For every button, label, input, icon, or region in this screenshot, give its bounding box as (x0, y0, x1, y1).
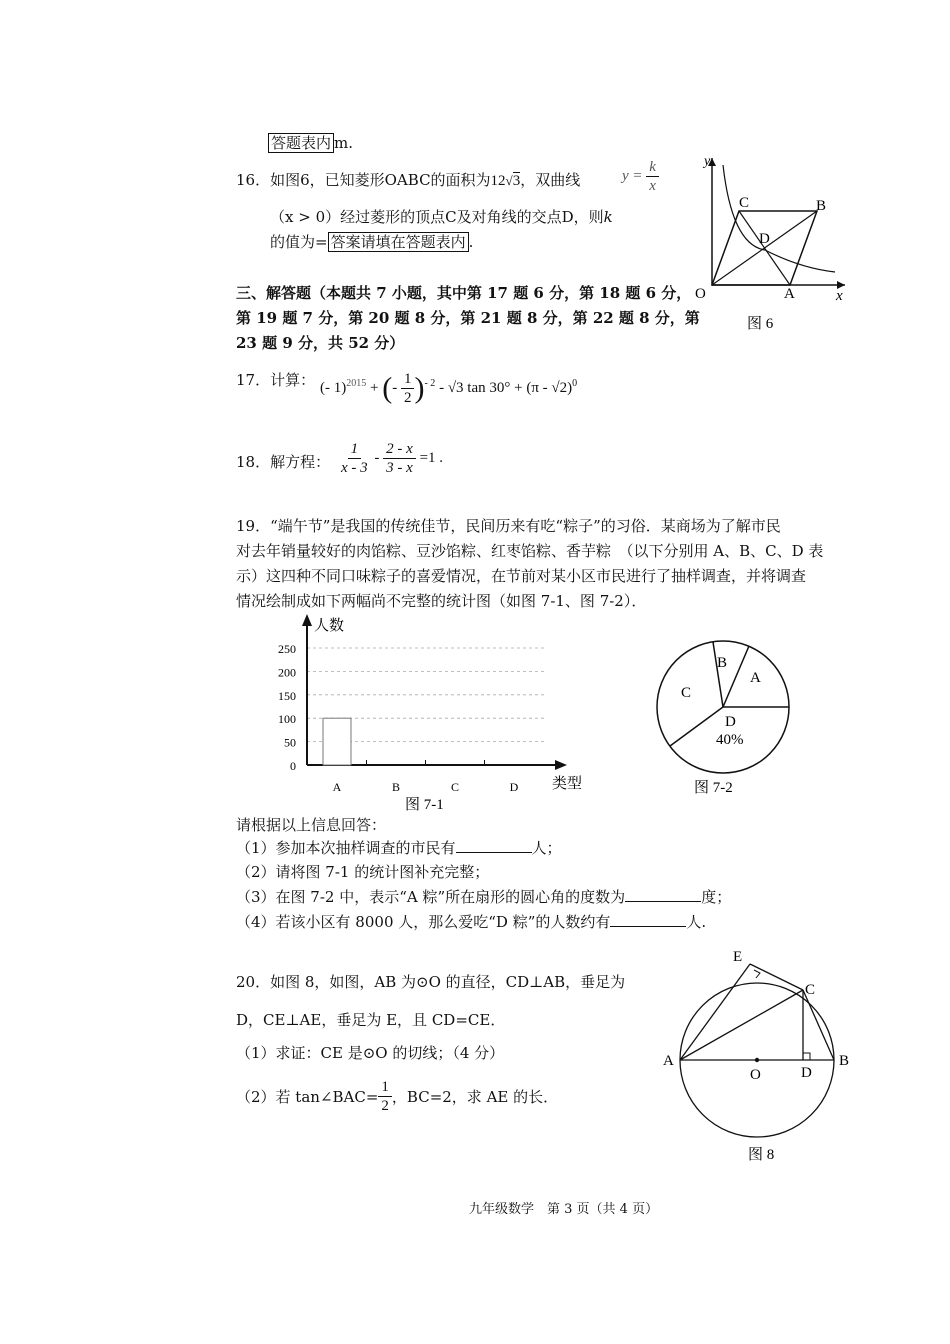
fig8-caption: 图 8 (748, 1147, 775, 1163)
q19-prompt: 请根据以上信息回答： (236, 816, 387, 834)
q16-text-a: 如图6，已知菱形OABC的面积为 (270, 171, 491, 189)
fig6-diagonal-CA (739, 211, 790, 285)
q16-condition: （x > 0） (270, 208, 341, 226)
q18-number: 18． (236, 453, 271, 471)
fig8-center-dot (755, 1058, 759, 1062)
fig8-label-O: O (750, 1067, 761, 1083)
figure-6 (690, 150, 850, 340)
q19-sub2: （2）请将图 7-1 的统计图补充完整； (236, 863, 490, 881)
q19-sub1: （1）参加本次抽样调查的市民有 人； (236, 839, 562, 857)
q16-text-c: 经过菱形的顶点C及对角线的交点D，则 (340, 208, 604, 226)
q19-blank4[interactable] (610, 912, 686, 927)
pie-label-A: A (750, 670, 761, 686)
fig8-label-B: B (839, 1053, 850, 1069)
q16-area: 12√3 (490, 173, 521, 189)
bar-chart-ytick: 100 (278, 712, 296, 727)
q15-answer-box: 答题表内 (268, 133, 334, 153)
q19-blank3[interactable] (625, 887, 701, 902)
fig8-label-E: E (733, 949, 743, 965)
q19-line1: 19．“端午节”是我国的传统佳节，民间历来有吃“粽子”的习俗．某商场为了解市民 (236, 517, 781, 535)
bar-chart-ylabel: 人数 (314, 618, 345, 634)
fig6-label-C: C (739, 195, 750, 211)
bar-chart-category-label: D (509, 780, 519, 794)
fig6-label-O: O (695, 286, 706, 302)
fig6-label-x: x (836, 288, 843, 304)
q20-line2: D，CE⊥AE，垂足为 E，且 CD=CE． (236, 1011, 506, 1029)
fig8-line-AE (680, 964, 750, 1060)
fig8-right-angle-D (803, 1053, 810, 1060)
bar-chart-ytick: 250 (278, 642, 296, 656)
bar-chart-ytick: 150 (278, 688, 296, 703)
q16-hyperbola-eq: y = $\frac{k}{x}$ (622, 158, 659, 195)
q20-sub1: （1）求证：CE 是⊙O 的切线；（4 分） (236, 1044, 505, 1062)
q17-label-row (236, 370, 315, 390)
figure-7-2-pie-chart (650, 630, 800, 805)
q15-unit: m. (334, 134, 354, 152)
q16-line1 (236, 170, 580, 191)
fig6-caption: 图 6 (747, 316, 774, 332)
q19-sub3: （3）在图 7-2 中，表示“A 粽”所在扇形的圆心角的度数为 度； (236, 888, 732, 906)
q16-line2: （x > 0）经过菱形的顶点C及对角线的交点D，则k (270, 208, 613, 226)
q20-line1: 20．如图 8，如图，AB 为⊙O 的直径，CD⊥AB，垂足为 (236, 973, 626, 991)
section3-line2: 第 19 题 7 分，第 20 题 8 分，第 21 题 8 分，第 22 题 8 分，第 (236, 309, 700, 327)
q20-sub2: （2）若 tan∠BAC= $\frac{1}{2}$ ，BC=2，求 AE 的长． (236, 1079, 559, 1114)
q16-text-b: ，双曲线 (520, 171, 581, 189)
fig8-label-C: C (805, 982, 816, 998)
fig8-label-D: D (801, 1065, 812, 1081)
figure-8 (655, 940, 860, 1170)
bar-A (323, 718, 351, 765)
fig6-label-y: y (704, 154, 711, 169)
q15-tail (268, 133, 353, 153)
fig8-right-angle-E (754, 970, 760, 978)
pie-label-C: C (681, 685, 692, 701)
q16-text-d: 的值为= (270, 233, 328, 251)
q18-label: 解方程： (270, 453, 331, 471)
pie-label-D: D (725, 714, 736, 730)
bar-chart-x-arrow (555, 760, 567, 770)
section3-line1: 三、解答题（本题共 7 小题，其中第 17 题 6 分，第 18 题 6 分， (236, 284, 692, 302)
fig6-label-B: B (816, 198, 827, 214)
bar-chart-ytick: 0 (290, 759, 296, 773)
q19-blank1[interactable] (456, 838, 532, 853)
fig6-label-A: A (784, 286, 795, 302)
q17-label: 计算： (270, 371, 316, 389)
pie-caption: 图 7-2 (694, 780, 733, 796)
bar-chart-ytick: 200 (278, 665, 296, 680)
q19-line2: 对去年销量较好的肉馅粽、豆沙馅粽、红枣馅粽、香芋粽 （以下分别用 A、B、C、D 表 (236, 542, 824, 560)
q18-equation: $\frac{1}{x - 3}$ - $\frac{2 - x}{3 - x}$ =1 . (341, 441, 444, 476)
fig8-line-AC (680, 990, 803, 1060)
fig6-label-D: D (759, 231, 770, 247)
page-footer: 九年级数学 第 3 页（共 4 页） (469, 1202, 659, 1217)
figure-7-1-bar-chart (262, 610, 592, 815)
q16-number: 16． (236, 171, 271, 189)
q19-line3: 示）这四种不同口味粽子的喜爱情况，在节前对某小区市民进行了抽样调查，并将调查 (236, 567, 807, 585)
bar-chart-y-arrow (302, 614, 312, 626)
fig8-label-A: A (663, 1053, 674, 1069)
bar-chart-category-label: C (450, 780, 460, 794)
bar-chart-ytick: 50 (284, 735, 296, 750)
bar-chart-category-label: A (332, 780, 342, 794)
pie-divider-CB (713, 642, 723, 707)
fig8-line-CB (803, 990, 834, 1060)
q18-label-row (236, 452, 330, 472)
q16-line3: 的值为= 答案请填在答题表内 . (270, 233, 474, 251)
pie-label-B: B (717, 655, 728, 671)
q19-line4: 情况绘制成如下两幅尚不完整的统计图（如图 7-1、图 7-2）． (236, 592, 647, 610)
bar-chart-caption: 图 7-1 (405, 797, 444, 813)
q19-sub4: （4）若该小区有 8000 人，那么爱吃“D 粽”的人数约有 人. (236, 913, 707, 931)
pie-label-D-percent: 40% (716, 732, 744, 748)
q17-number: 17． (236, 371, 271, 389)
bar-chart-xlabel: 类型 (552, 776, 583, 792)
bar-chart-category-label: B (391, 780, 401, 794)
section3-line3: 23 题 9 分，共 52 分） (236, 334, 405, 352)
q17-expression: (- 1)$^{2015}$ + (- $\frac{1}{2}$ )$^{- 2}$ - √3 tan 30° + (π - √2)$^0$ (320, 371, 578, 406)
fig6-hyperbola (723, 165, 835, 272)
q16-answer-box: 答案请填在答题表内 (328, 232, 469, 252)
